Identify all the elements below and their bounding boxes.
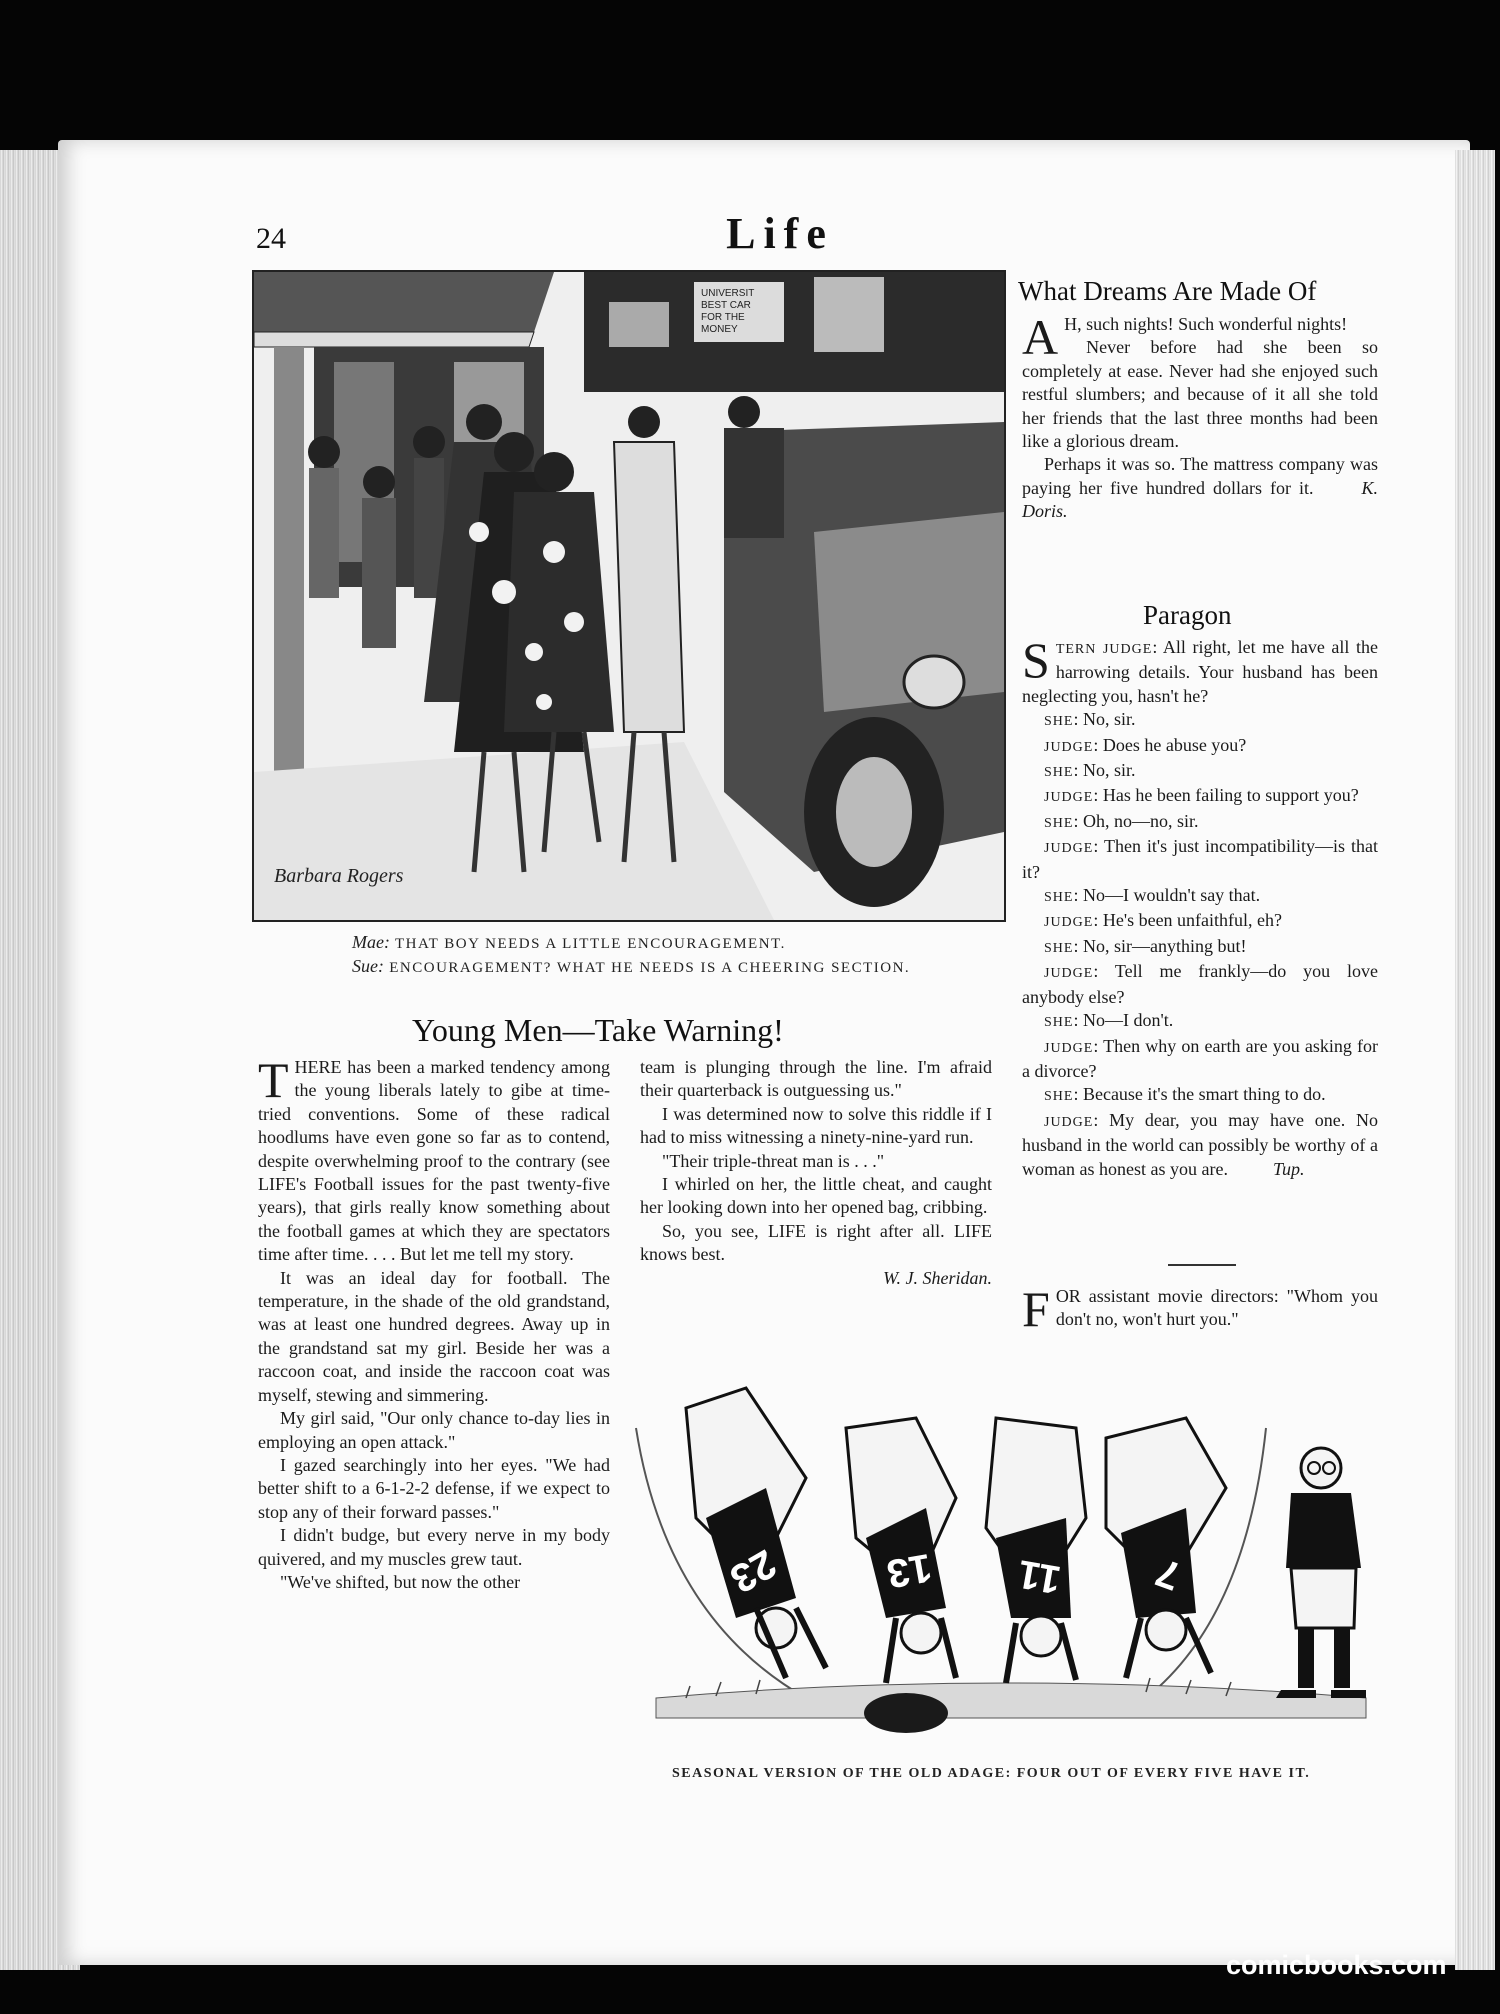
- paragraph: I gazed searchingly into her eyes. "We had better shift to a 6-1-2-2 defense, if we expect to stop any of their forward passes.": [258, 1454, 610, 1522]
- article-body-young-men-right: [640, 1056, 992, 1290]
- filler-paragraph: [1022, 1281, 1378, 1337]
- dialogue-line: : He's been unfaithful, eh?: [1093, 910, 1283, 931]
- dialogue-line: : My dear, you may have one. No husband in the world can possibly be worthy of a woman as honest as you are.: [1022, 1109, 1378, 1179]
- dialogue-line: : No, sir.: [1073, 709, 1136, 730]
- paragraph: Never before had she been so completely at ease. Never had she enjoyed such restful slumbers; and because of it all she told her friends that the last three months had been like a glorious dream.: [1022, 337, 1378, 452]
- dialogue-line: : Then it's just incompatibility—is that it?: [1022, 836, 1378, 882]
- speaker-name: JUDGE: [1044, 966, 1094, 982]
- paragraph: I was determined now to solve this riddle if I had to miss witnessing a ninety-nine-yard run.: [640, 1103, 992, 1148]
- dialogue-line: : Tell me frankly—do you love anybody else?: [1022, 961, 1378, 1007]
- author-byline: K. Doris.: [1022, 477, 1379, 522]
- paragraph: So, you see, LIFE is right after all. LIFE knows best.: [640, 1220, 992, 1265]
- speaker-name: JUDGE: [1044, 1114, 1094, 1130]
- football-cartoon-caption: SEASONAL VERSION OF THE OLD ADAGE: FOUR OUT OF EVERY FIVE HAVE IT.: [672, 1766, 1311, 1781]
- author-byline: W. J. Sheridan.: [883, 1267, 992, 1288]
- dialogue-line: : No—I don't.: [1073, 1010, 1174, 1031]
- speaker-name: JUDGE: [1044, 1040, 1094, 1056]
- article-title-paragon: Paragon: [1143, 600, 1232, 630]
- speaker-name: JUDGE: [1044, 915, 1094, 931]
- paragraph: I didn't budge, but every nerve in my body quivered, and my muscles grew taut.: [258, 1525, 610, 1569]
- article-title-young-men: Young Men—Take Warning!: [412, 1012, 784, 1048]
- dialogue-line: : All right, let me have all the harrowing details. Your husband has been neglecting you, hasn't he?: [1022, 637, 1378, 706]
- paragraph: My girl said, "Our only chance to-day lies in employing an open attack.": [258, 1408, 610, 1452]
- caption-speaker: Sue:: [352, 956, 384, 976]
- paragraph: team is plunging through the line. I'm afraid their quarterback is outguessing us.": [640, 1057, 992, 1101]
- speaker-name: SHE: [1044, 890, 1074, 906]
- speaker-name: JUDGE: [1044, 739, 1094, 755]
- caption-speaker: Mae:: [352, 932, 390, 952]
- street-cartoon-caption-mae: [352, 932, 786, 953]
- book-page-edges-right: [1455, 150, 1495, 1970]
- dialogue-line: : No, sir.: [1073, 760, 1136, 781]
- page-number: 24: [256, 222, 286, 255]
- sign-line: BEST CAR: [701, 300, 751, 311]
- article-body-young-men-left: [258, 1052, 610, 1594]
- author-byline: Tup.: [1272, 1158, 1305, 1179]
- paragraph: "Their triple-threat man is . . .": [662, 1150, 885, 1171]
- football-illustration: [626, 1368, 1386, 1756]
- speaker-name: JUDGE: [1044, 790, 1094, 806]
- dialogue-line: : Because it's the smart thing to do.: [1073, 1084, 1326, 1105]
- sign-line: FOR THE: [701, 312, 745, 323]
- drop-cap: A: [1022, 309, 1059, 365]
- sign-line: UNIVERSIT: [701, 288, 755, 299]
- dialogue-line: : Does he abuse you?: [1093, 734, 1247, 755]
- speaker-name: SHE: [1044, 1089, 1074, 1105]
- site-watermark: comicbooks.com: [1226, 1950, 1447, 1980]
- caption-text: THAT BOY NEEDS A LITTLE ENCOURAGEMENT.: [394, 936, 786, 952]
- dialogue-line: : No, sir—anything but!: [1073, 935, 1247, 956]
- speaker-name: SHE: [1044, 714, 1074, 730]
- speaker-name: SHE: [1044, 765, 1074, 781]
- speaker-name: SHE: [1044, 940, 1074, 956]
- drop-cap: S: [1022, 632, 1050, 688]
- drop-cap: F: [1022, 1281, 1050, 1337]
- article-body-dreams: [1022, 309, 1379, 524]
- masthead: Life: [726, 209, 834, 258]
- illustrator-signature: Barbara Rogers: [274, 865, 404, 887]
- paragraph: "We've shifted, but now the other: [280, 1571, 521, 1592]
- speaker-name: JUDGE: [1044, 841, 1094, 857]
- paragraph: Perhaps it was so. The mattress company was paying her five hundred dollars for it.: [1022, 454, 1378, 498]
- jersey-number: 13: [883, 1544, 935, 1597]
- speaker-name: TERN JUDGE: [1055, 642, 1153, 657]
- drop-cap: T: [258, 1052, 289, 1108]
- dialogue-line: : Has he been failing to support you?: [1093, 785, 1359, 806]
- street-cartoon-caption-sue: [352, 956, 910, 977]
- dialogue-line: : Then why on earth are you asking for a divorce?: [1022, 1035, 1378, 1081]
- sign-line: MONEY: [701, 324, 738, 335]
- paragraph: H, such nights! Such wonderful nights!: [1064, 314, 1348, 334]
- speaker-name: SHE: [1044, 815, 1074, 831]
- dialogue-line: : Oh, no—no, sir.: [1073, 810, 1199, 831]
- article-title-dreams: What Dreams Are Made Of: [1018, 276, 1317, 306]
- article-body-paragon: [1022, 632, 1378, 1181]
- section-divider: [1168, 1264, 1236, 1266]
- paragraph: I whirled on her, the little cheat, and caught her looking down into her opened bag, cribbing.: [640, 1174, 992, 1218]
- paragraph: OR assistant movie directors: "Whom you don't no, won't hurt you.": [1055, 1286, 1378, 1330]
- jersey-number: 23: [722, 1540, 784, 1602]
- speaker-name: SHE: [1044, 1015, 1074, 1031]
- street-scene-illustration: [252, 270, 1006, 922]
- dialogue-line: : No—I wouldn't say that.: [1073, 885, 1261, 906]
- jersey-number: 7: [1150, 1549, 1187, 1599]
- jersey-number: 11: [1014, 1551, 1064, 1602]
- paragraph: It was an ideal day for football. The temperature, in the shade of the old grandstand, was at least one hundred degrees. Away up in the grandstand sat my girl. Beside her was a raccoon coat, and inside the raccoon coat was myself, stewing and simmering.: [258, 1267, 610, 1405]
- paragraph: HERE has been a marked tendency among the young liberals lately to gibe at time-tried conventions. Some of these radical hoodlums have even gone so far as to contend, despite overwhelming proof to the contrary (see LIFE's Football issues for the past twenty-five years), that girls really know something about the football games at which they are spectators time after time. . . . But let me tell my story.: [258, 1057, 610, 1265]
- caption-text: ENCOURAGEMENT? WHAT HE NEEDS IS A CHEERING SECTION.: [389, 960, 911, 976]
